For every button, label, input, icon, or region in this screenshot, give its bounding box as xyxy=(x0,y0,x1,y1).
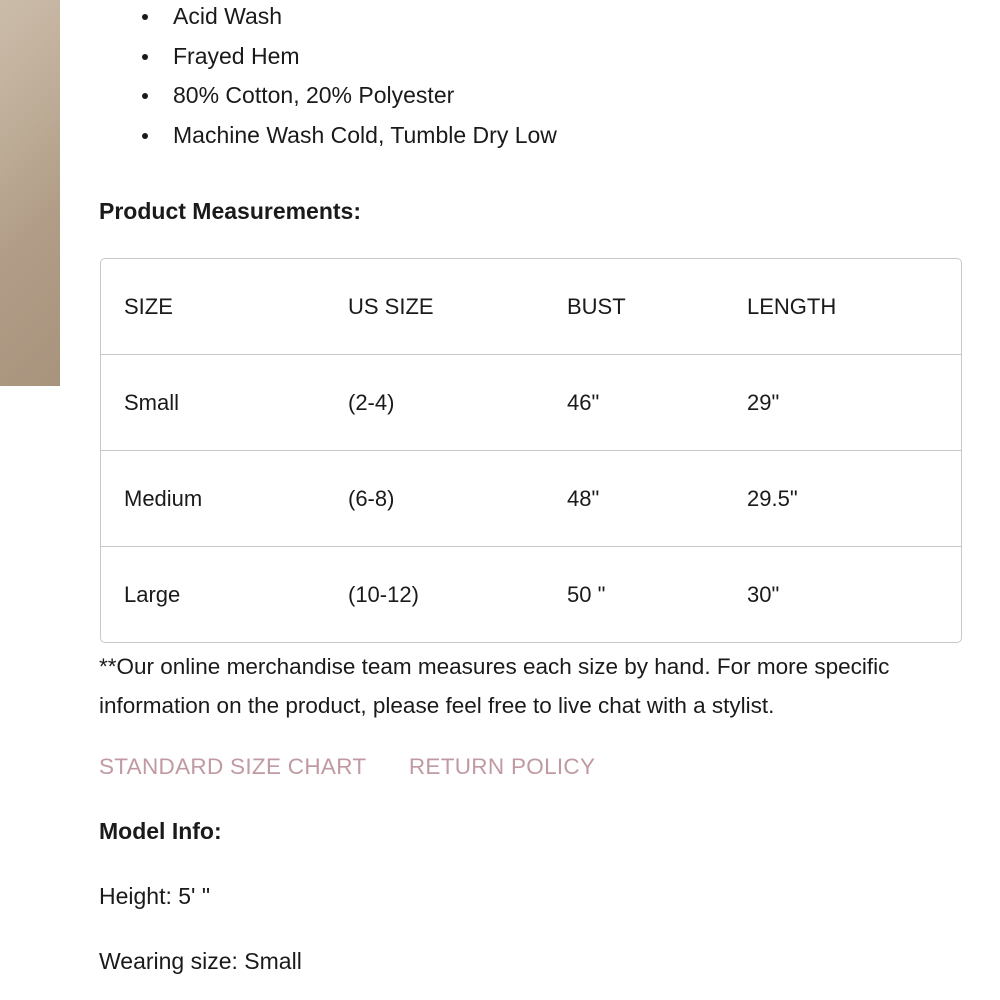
cell-size: Medium xyxy=(101,451,325,547)
list-item xyxy=(99,0,557,40)
cell-size: Small xyxy=(101,355,325,451)
bullet-icon xyxy=(142,54,148,60)
model-info-heading: Model Info: xyxy=(99,818,222,844)
model-wearing-size: Wearing size: Small xyxy=(99,948,302,974)
feature-text: Machine Wash Cold, Tumble Dry Low xyxy=(173,121,557,148)
list-item xyxy=(99,119,557,159)
cell-us-size: (10-12) xyxy=(348,581,419,607)
feature-list xyxy=(99,0,557,158)
cell-length: 29" xyxy=(724,355,961,451)
cell-bust: 48" xyxy=(544,451,724,547)
product-image[interactable] xyxy=(0,0,60,386)
column-header-us-size: US SIZE xyxy=(325,259,544,355)
table-row xyxy=(101,355,961,451)
cell-length: 30" xyxy=(747,581,780,607)
table-row xyxy=(101,547,961,643)
bullet-icon xyxy=(142,14,148,20)
cell-length: 29.5" xyxy=(724,451,961,547)
cell-bust: 46" xyxy=(544,355,724,451)
table-header-row xyxy=(101,259,961,355)
list-item xyxy=(99,79,557,119)
measurement-note: **Our online merchandise team measures each size by hand. For more specific information on the product, please feel free to live chat with a stylist. xyxy=(99,654,890,718)
policy-links xyxy=(99,754,595,780)
feature-text: Frayed Hem xyxy=(173,42,300,69)
column-header-bust: BUST xyxy=(544,259,724,355)
feature-text: 80% Cotton, 20% Polyester xyxy=(173,82,455,108)
column-header-size: SIZE xyxy=(101,259,325,355)
cell-bust: 50 " xyxy=(567,581,606,607)
return-policy-link[interactable]: RETURN POLICY xyxy=(408,754,596,779)
model-height: Height: 5' " xyxy=(99,883,211,909)
feature-text: Acid Wash xyxy=(173,3,283,29)
standard-size-chart-link[interactable]: STANDARD SIZE CHART xyxy=(99,754,367,779)
bullet-icon xyxy=(142,133,148,139)
measurements-table xyxy=(100,258,962,643)
cell-us-size: (6-8) xyxy=(325,451,544,547)
column-header-length: LENGTH xyxy=(724,259,961,355)
bullet-icon xyxy=(142,93,148,99)
measurements-heading: Product Measurements: xyxy=(99,198,362,224)
list-item xyxy=(99,40,557,80)
table-row xyxy=(101,451,961,547)
cell-size: Large xyxy=(124,581,181,607)
cell-us-size: (2-4) xyxy=(325,355,544,451)
